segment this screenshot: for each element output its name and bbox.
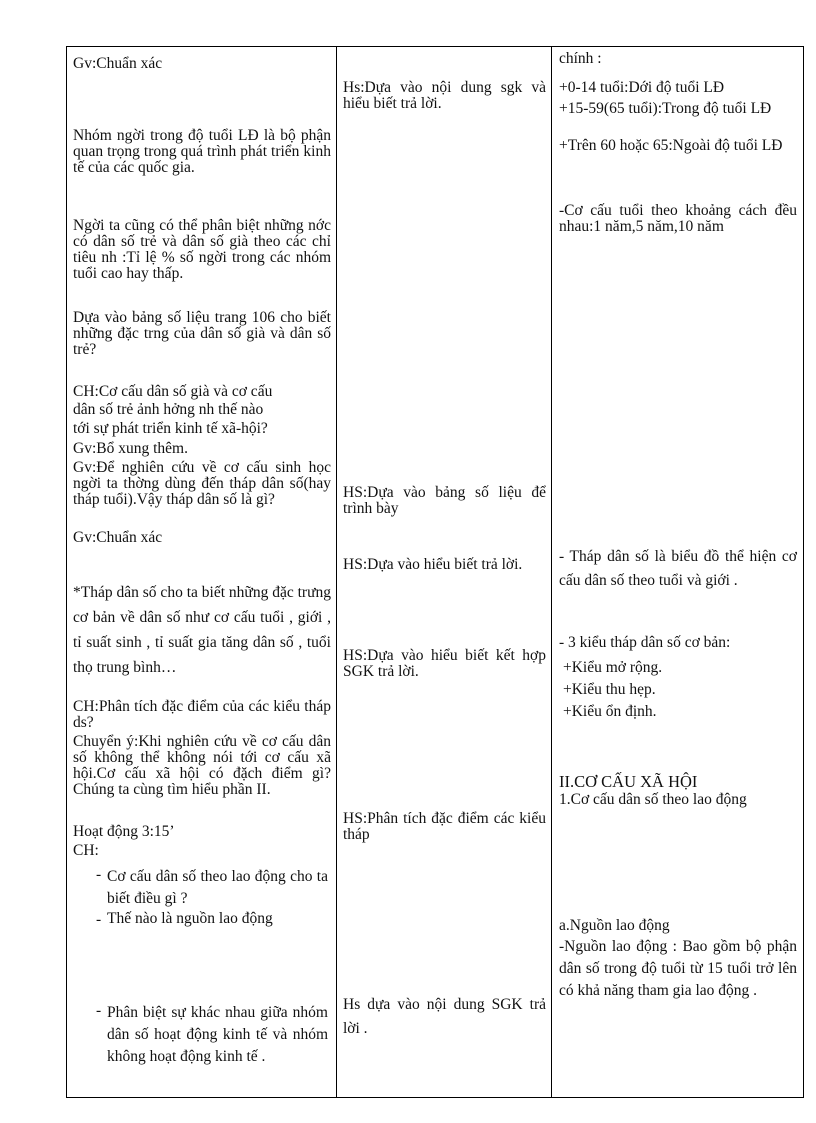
teacher-question: CH:Phân tích đặc điểm của các kiểu tháp ds? — [73, 698, 331, 731]
content-line: chính : — [559, 50, 602, 67]
pyramid-type: +Kiểu ổn định. — [563, 703, 657, 720]
bullet-mark: - — [96, 866, 102, 883]
subsection-heading: 1.Cơ cấu dân số theo lao động — [559, 791, 747, 808]
column-divider-2 — [551, 46, 552, 1098]
transition-note: Chuyển ý:Khi nghiên cứu về cơ cấu dân số không thể không nói tới cơ cấu xã hội.Cơ cấu xã hội có đặch điểm gì?Chúng ta cùng tìm hiểu phần II. — [73, 733, 331, 798]
student-activity: HS:Phân tích đặc điểm các kiểu tháp — [343, 810, 546, 843]
content-line: +0-14 tuổi:Dới độ tuổi LĐ — [559, 79, 725, 96]
activity-label: Hoạt động 3:15’ — [73, 823, 175, 840]
student-activity: HS:Dựa vào bảng số liệu để trình bày — [343, 484, 546, 517]
pyramid-explanation: *Tháp dân số cho ta biết những đặc trưng cơ bản về dân số như cơ cấu tuổi , giới , tỉ suất sinh , tỉ suất gia tăng dân số , tuổi thọ trung bình… — [73, 584, 331, 676]
column-divider-1 — [336, 46, 337, 1098]
pyramid-type: +Kiểu mở rộng. — [563, 659, 663, 676]
teacher-paragraph: Ngời ta cũng có thể phân biệt những nớc có dân số trẻ và dân số già theo các chỉ tiêu nh :Tỉ lệ % số ngời trong các nhóm tuổi cao hay thấp. — [73, 217, 331, 282]
teacher-note: Gv:Bổ xung thêm. — [73, 440, 188, 457]
question-item: Cơ cấu dân số theo lao động cho ta biết điều gì ? — [107, 868, 328, 907]
section-heading: II.CƠ CẤU XÃ HỘI — [559, 772, 698, 791]
teacher-paragraph: Nhóm ngời trong độ tuổi LĐ là bộ phận quan trọng trong quá trình phát triển kinh tế của các quốc gia. — [73, 127, 331, 176]
student-activity: Hs dựa vào nội dung SGK trả lời . — [343, 996, 546, 1037]
question-item: Thế nào là nguồn lao động — [107, 910, 273, 927]
teacher-question-line: dân số trẻ ảnh hởng nh thế nào — [73, 401, 264, 418]
pyramid-definition: - Tháp dân số là biểu đồ thể hiện cơ cấu dân số theo tuổi và giới . — [559, 548, 797, 589]
content-line: +Trên 60 hoặc 65:Ngoài độ tuổi LĐ — [559, 137, 783, 154]
teacher-note: Gv:Chuẩn xác — [73, 55, 163, 72]
pyramid-type: +Kiểu thu hẹp. — [563, 681, 656, 698]
labor-source-definition: -Nguồn lao động : Bao gồm bộ phận dân số trong độ tuổi từ 15 tuổi trở lên có khả năng tham gia lao động . — [559, 938, 797, 999]
content-line: -Cơ cấu tuổi theo khoảng cách đều nhau:1 năm,5 năm,10 năm — [559, 202, 797, 235]
teacher-question-line: CH:Cơ cấu dân số già và cơ cấu — [73, 383, 273, 400]
question-item: Phân biệt sự khác nhau giữa nhóm dân số hoạt động kinh tế và nhóm không hoạt động kinh tế . — [107, 1004, 328, 1065]
teacher-question: Dựa vào bảng số liệu trang 106 cho biết những đặc trng của dân số già và dân số trẻ? — [73, 309, 331, 358]
content-line: +15-59(65 tuổi):Trong độ tuổi LĐ — [559, 100, 772, 117]
teacher-paragraph: Gv:Để nghiên cứu về cơ cấu sinh học ngời ta thờng dùng đến tháp dân số(hay tháp tuổi).Vậy tháp dân số là gì? — [73, 459, 331, 508]
student-activity: Hs:Dựa vào nội dung sgk và hiểu biết trả lời. — [343, 79, 546, 112]
teacher-note: Gv:Chuẩn xác — [73, 529, 163, 546]
teacher-question-line: tới sự phát triển kinh tế xã-hội? — [73, 420, 268, 437]
question-label: CH: — [73, 842, 99, 859]
bullet-mark: - — [96, 911, 102, 928]
student-activity: HS:Dựa vào hiểu biết kết hợp SGK trả lời. — [343, 647, 546, 680]
pyramid-types-title: - 3 kiểu tháp dân số cơ bản: — [559, 634, 731, 651]
subsection-heading: a.Nguồn lao động — [559, 917, 670, 934]
student-activity: HS:Dựa vào hiểu biết trả lời. — [343, 556, 523, 573]
bullet-mark: - — [96, 1002, 102, 1019]
